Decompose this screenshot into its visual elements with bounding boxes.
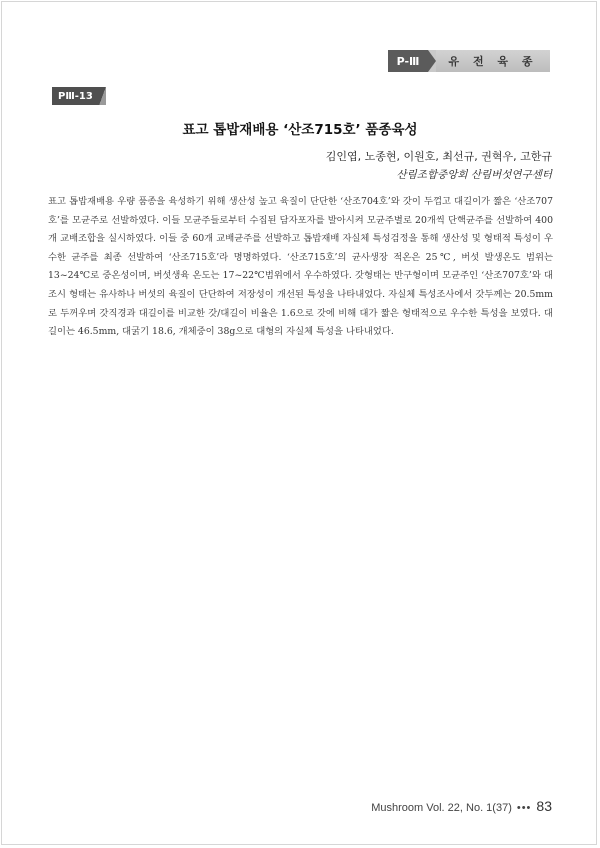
article-title: 표고 톱밥재배용 ‘산조715호’ 품종육성 xyxy=(182,122,418,138)
chevron-right-icon xyxy=(428,50,436,72)
footer-dots: ••• xyxy=(516,802,532,814)
badge-slant-decoration xyxy=(99,87,106,105)
page-footer xyxy=(371,798,552,814)
article-code: PⅢ-13 xyxy=(52,87,99,105)
section-header-tab xyxy=(388,50,550,72)
article-abstract: 표고 톱밥재배용 우량 품종을 육성하기 위해 생산성 높고 육질이 단단한 ‘산조704호’와 갓이 두껍고 대길이가 짧은 ‘산조707호’를 모균주로 선발하였다. 이들 모균주들로부터 수집된 담자포자를 발아시켜 모균주별로 20개씩 단핵균주를 선발하여 400개 교배조합을 실시하였다. 이들 중 60개 교배균주를 선발하고 톱밥재배 자실체 특성검정을 통해 생산성 및 형태적 특성이 우수한 균주를 최종 선발하여 ‘산조715호’라 명명하였다. ‘산조715호’의 균사생장 적온은 25℃, 버섯 발생온도 범위는 13~24℃로 중온성이며, 버섯생육 온도는 17~22℃범위에서 우수하였다. 갓형태는 반구형이며 모균주인 ‘산조707호’와 대조시 형태는 유사하나 버섯의 육질이 단단하여 저장성이 개선된 특성을 나타내었다. 자실체 특성조사에서 갓두께는 20.5mm로 두꺼우며 갓직경과 대길이를 비교한 갓/대길이 비율은 1.6으로 갓에 비해 대가 짧은 형태적으로 우수한 특성을 보였다. 대길이는 46.5mm, 대굵기 18.6, 개체중이 38g으로 대형의 자실체 특성을 나타내었다. xyxy=(48,196,553,338)
footer-journal: Mushroom Vol. 22, No. 1(37) xyxy=(371,802,512,814)
section-code: P-Ⅲ xyxy=(388,50,428,72)
article-code-badge xyxy=(52,87,106,105)
article-authors: 김인엽, 노종현, 이원호, 최선규, 권혁우, 고한규 xyxy=(325,150,552,163)
article-affiliation: 산림조합중앙회 산림버섯연구센터 xyxy=(396,169,552,181)
page-number: 83 xyxy=(536,798,552,814)
section-label: 유 전 육 종 xyxy=(436,50,550,72)
